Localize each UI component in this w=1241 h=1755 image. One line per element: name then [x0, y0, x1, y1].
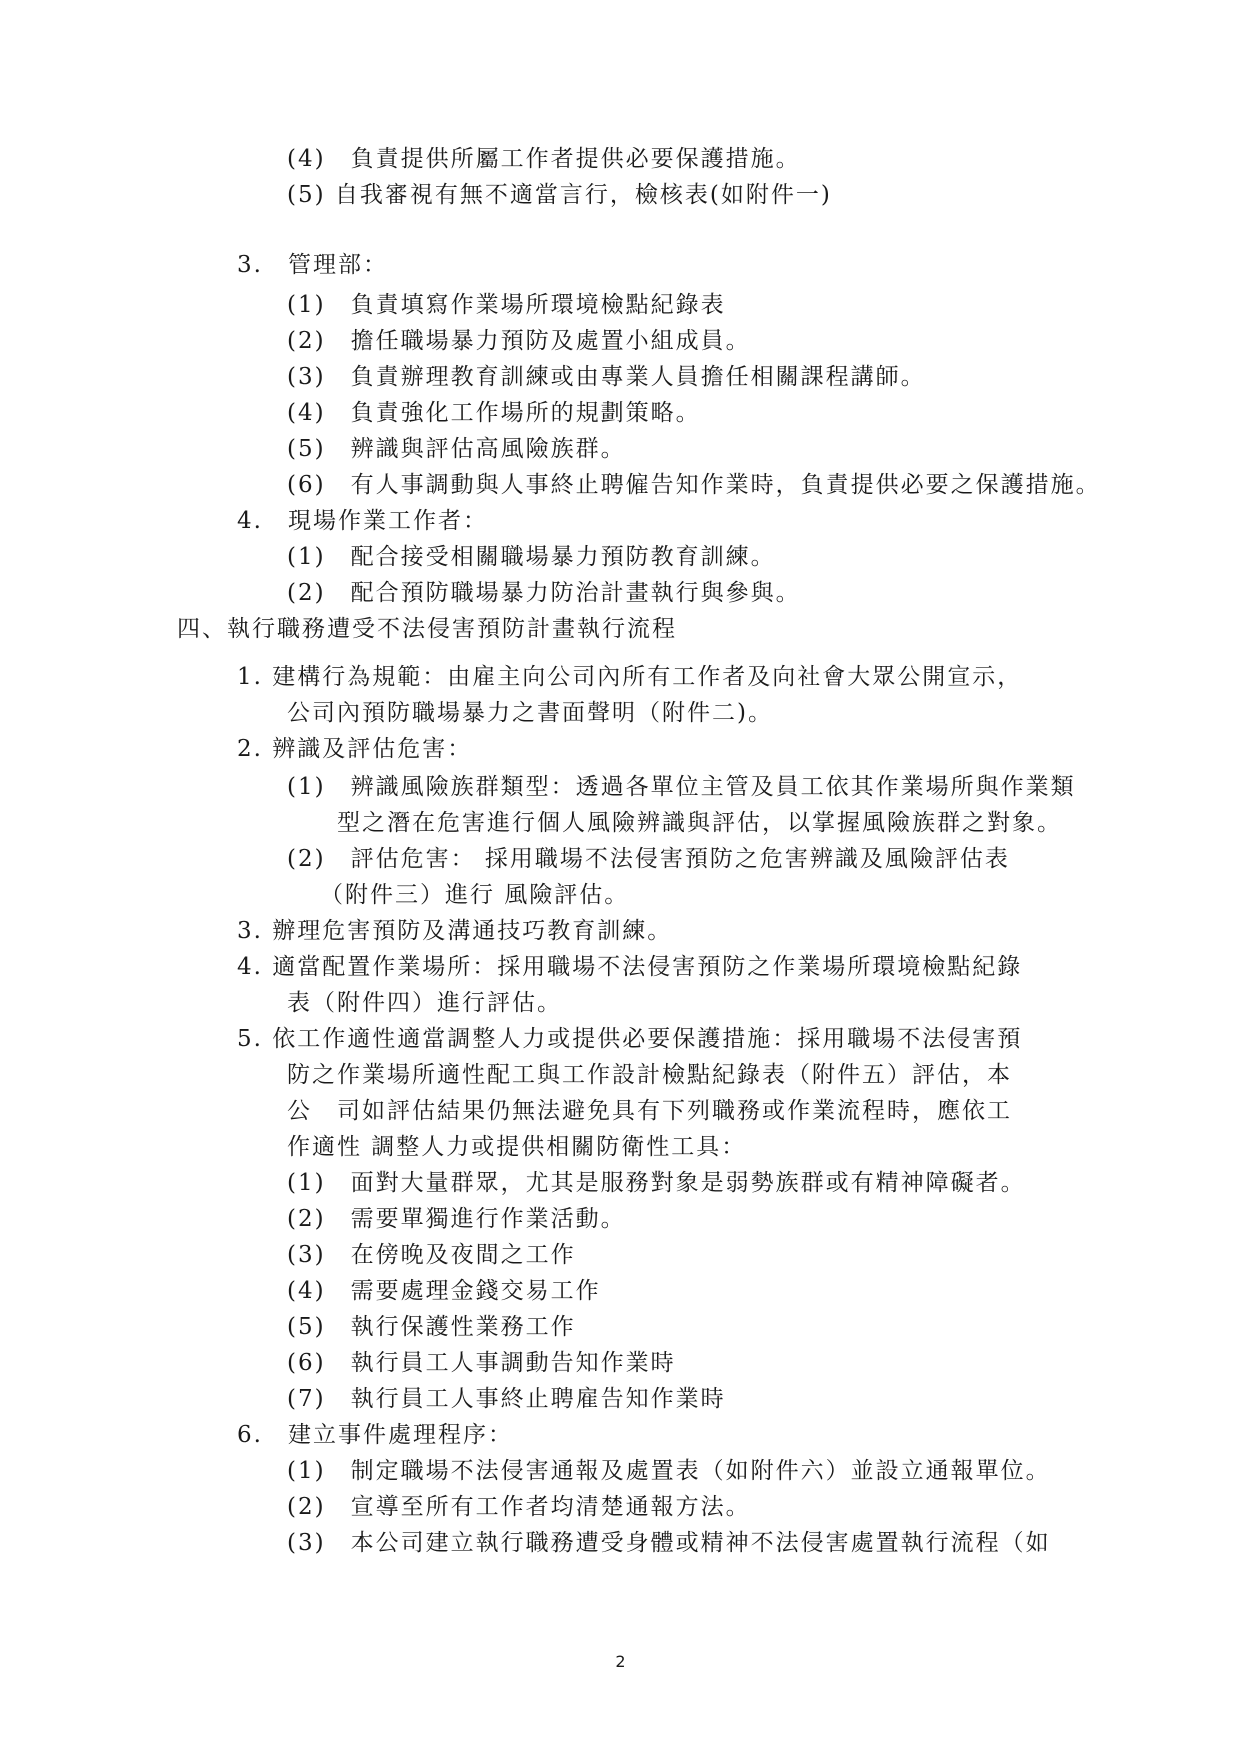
page-number: 2: [615, 1652, 626, 1671]
text-line: 2. 辨識及評估危害：: [237, 736, 473, 762]
text-line: (3) 在傍晚及夜間之工作: [287, 1242, 576, 1268]
text-line: (1) 制定職場不法侵害通報及處置表（如附件六）並設立通報單位。: [287, 1458, 1051, 1484]
text-line: (2) 評估危害： 採用職場不法侵害預防之危害辨識及風險評估表: [287, 846, 1010, 872]
text-line: 公 司如評估結果仍無法避免具有下列職務或作業流程時，應依工: [287, 1098, 1012, 1124]
text-line: 公司內預防職場暴力之書面聲明（附件二)。: [287, 700, 773, 726]
text-line: (2) 宣導至所有工作者均清楚通報方法。: [287, 1494, 751, 1520]
text-line: 4. 適當配置作業場所：採用職場不法侵害預防之作業場所環境檢點紀錄: [237, 954, 1023, 980]
text-line: 型之潛在危害進行個人風險辨識與評估，以掌握風險族群之對象。: [337, 810, 1062, 836]
text-line: 表（附件四）進行評估。: [287, 990, 562, 1016]
text-line: (1) 配合接受相關職場暴力預防教育訓練。: [287, 544, 776, 570]
text-line: 防之作業場所適性配工與工作設計檢點紀錄表（附件五）評估，本: [287, 1062, 1012, 1088]
text-line: (6) 有人事調動與人事終止聘僱告知作業時，負責提供必要之保護措施。: [287, 472, 1101, 498]
section-heading: 6. 建立事件處理程序：: [237, 1422, 513, 1448]
text-line: (6) 執行員工人事調動告知作業時: [287, 1350, 676, 1376]
text-line: (4) 負責強化工作場所的規劃策略。: [287, 400, 701, 426]
text-line: (5) 執行保護性業務工作: [287, 1314, 576, 1340]
text-line: (2) 擔任職場暴力預防及處置小組成員。: [287, 328, 751, 354]
text-line: 3. 辦理危害預防及溝通技巧教育訓練。: [237, 918, 673, 944]
text-line: (2) 需要單獨進行作業活動。: [287, 1206, 626, 1232]
text-line: （附件三）進行 風險評估。: [320, 882, 630, 908]
text-line: (1) 面對大量群眾，尤其是服務對象是弱勢族群或有精神障礙者。: [287, 1170, 1026, 1196]
chapter-heading: 四、執行職務遭受不法侵害預防計畫執行流程: [177, 616, 677, 642]
text-line: (1) 負責填寫作業場所環境檢點紀錄表: [287, 292, 726, 318]
text-line: (7) 執行員工人事終止聘雇告知作業時: [287, 1386, 726, 1412]
text-line: (3) 負責辦理教育訓練或由專業人員擔任相關課程講師。: [287, 364, 926, 390]
text-line: (5) 辨識與評估高風險族群。: [287, 436, 626, 462]
text-line: (5) 自我審視有無不適當言行，檢核表(如附件一): [287, 182, 832, 208]
text-line: 5. 依工作適性適當調整人力或提供必要保護措施：採用職場不法侵害預: [237, 1026, 1023, 1052]
text-line: 作適性 調整人力或提供相關防衛性工具：: [287, 1134, 747, 1160]
text-line: (4) 負責提供所屬工作者提供必要保護措施。: [287, 146, 801, 172]
text-line: (3) 本公司建立執行職務遭受身體或精神不法侵害處置執行流程（如: [287, 1530, 1051, 1556]
text-line: 1. 建構行為規範：由雇主向公司內所有工作者及向社會大眾公開宣示，: [237, 664, 1023, 690]
text-line: (2) 配合預防職場暴力防治計畫執行與參與。: [287, 580, 801, 606]
section-heading: 4. 現場作業工作者：: [237, 508, 488, 534]
text-line: (4) 需要處理金錢交易工作: [287, 1278, 601, 1304]
section-heading: 3. 管理部：: [237, 252, 388, 278]
text-line: (1) 辨識風險族群類型：透過各單位主管及員工依其作業場所與作業類: [287, 774, 1076, 800]
